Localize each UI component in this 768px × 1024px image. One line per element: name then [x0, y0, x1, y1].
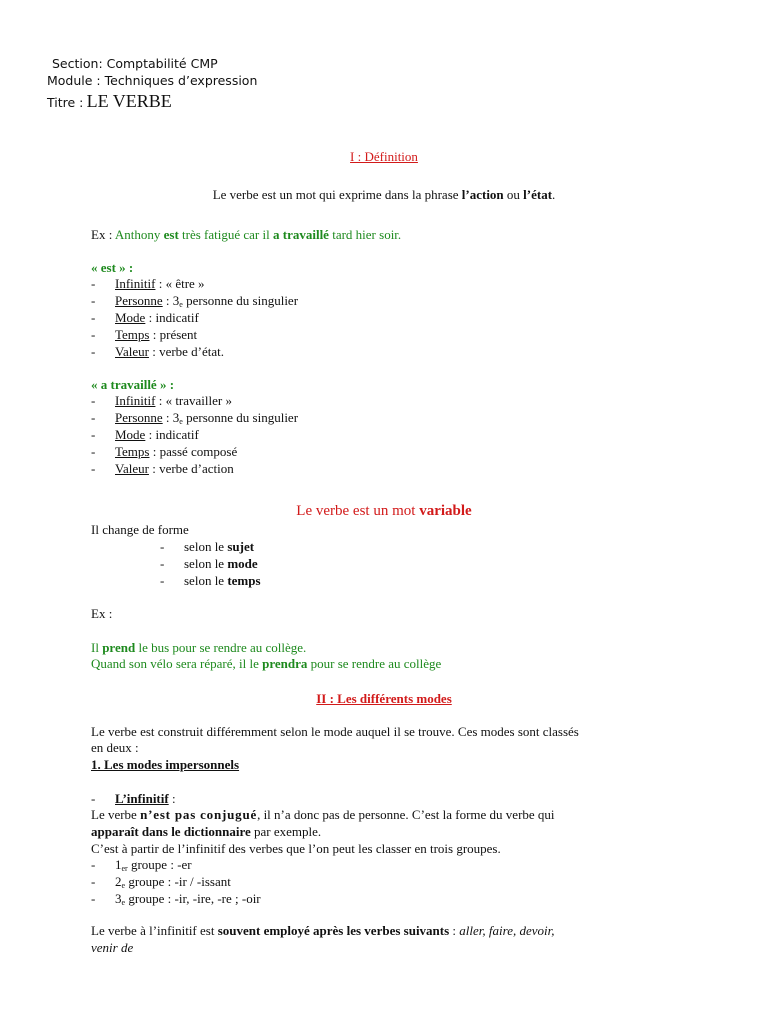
bullet-dash: -	[91, 891, 96, 906]
property-row	[91, 327, 197, 343]
property-separator: :	[149, 327, 160, 342]
group-label: groupe :	[127, 857, 174, 872]
property-row	[91, 344, 224, 360]
bullet-dash: -	[160, 539, 165, 554]
section-heading-modes: II : Les différents modes	[316, 691, 452, 706]
property-row	[91, 293, 298, 309]
group-label: groupe :	[125, 874, 172, 889]
variable-item-bold: sujet	[227, 539, 255, 554]
variable-item-text: selon le	[184, 539, 225, 554]
variable-item-text: selon le	[184, 556, 225, 571]
bullet-dash: -	[91, 874, 96, 889]
bullet-dash: -	[91, 393, 96, 408]
property-value: indicatif	[155, 427, 199, 442]
infinitif-last-line-2: venir de	[91, 940, 134, 955]
property-key: Valeur	[115, 461, 149, 476]
group-number: 3	[115, 891, 122, 906]
group-item	[91, 874, 231, 890]
property-key: Infinitif	[115, 276, 156, 291]
variable-item	[160, 573, 261, 589]
property-key: Personne	[115, 293, 163, 308]
property-separator: :	[155, 393, 166, 408]
property-value: verbe d’action	[159, 461, 234, 476]
bullet-dash: -	[91, 410, 96, 425]
property-value: présent	[159, 327, 198, 342]
variable-heading: Le verbe est un mot variable	[296, 503, 472, 519]
group-number: 1	[115, 857, 122, 872]
infinitif-last-line: Le verbe à l’infinitif est souvent employé après les verbes suivants : aller, faire, devoir,	[91, 923, 555, 938]
group-suffix: e	[121, 881, 126, 890]
property-key: Temps	[115, 444, 150, 459]
example-sentence: Ex : Anthony est très fatigué car il a travaillé tard hier soir.	[91, 227, 402, 242]
property-row	[91, 310, 199, 326]
property-separator: :	[155, 276, 166, 291]
property-separator: :	[149, 444, 160, 459]
definition-sentence: Le verbe est un mot qui exprime dans la phrase l’action ou l’état.	[212, 187, 556, 202]
property-key: Valeur	[115, 344, 149, 359]
property-separator: :	[145, 310, 156, 325]
bullet-dash: -	[91, 427, 96, 442]
property-separator: :	[148, 461, 160, 476]
ordinal-suffix: e	[179, 300, 183, 309]
modes-intro-2: en deux :	[91, 740, 139, 755]
title-label: Titre :	[47, 95, 84, 110]
modes-subheading: 1. Les modes impersonnels	[91, 757, 240, 772]
property-value: indicatif	[155, 310, 199, 325]
bullet-dash: -	[91, 310, 96, 325]
property-value: « être »	[165, 276, 205, 291]
variable-item-bold: mode	[227, 556, 258, 571]
variable-intro: Il change de forme	[91, 522, 189, 537]
variable-item	[160, 539, 254, 555]
section-heading-definition: I : Définition	[350, 149, 418, 164]
property-value: « travailler »	[165, 393, 232, 408]
infinitif-line-3: C’est à partir de l’infinitif des verbes que l’on peut les classer en trois groupes.	[91, 841, 501, 856]
variable-example-2: Quand son vélo sera réparé, il le prendra pour se rendre au collège	[91, 656, 442, 671]
group-suffix: e	[121, 898, 126, 907]
group-suffix: er	[121, 864, 128, 873]
bullet-dash: -	[91, 293, 96, 308]
bullet-dash: -	[91, 444, 96, 459]
property-key: Mode	[115, 310, 146, 325]
property-value: passé composé	[159, 444, 238, 459]
group-endings: -er	[173, 857, 192, 872]
variable-item-bold: temps	[227, 573, 261, 588]
bullet-dash: -	[160, 556, 165, 571]
infinitif-line-2: apparaît dans le dictionnaire par exemple.	[91, 824, 322, 839]
property-row	[91, 410, 298, 426]
variable-ex-label: Ex :	[91, 606, 113, 621]
page-title: LE VERBE	[86, 91, 172, 111]
group-endings: -ir, -ire, -re ; -oir	[171, 891, 261, 906]
group-endings: -ir / -issant	[171, 874, 231, 889]
section-line: Section: Comptabilité CMP	[52, 56, 218, 71]
property-key: Personne	[115, 410, 163, 425]
group-number: 2	[115, 874, 122, 889]
property-separator: :	[145, 427, 156, 442]
property-value: verbe d’état.	[159, 344, 225, 359]
property-separator: :	[162, 410, 173, 425]
title-line	[47, 91, 172, 112]
est-block-title: « est » :	[91, 260, 134, 275]
property-key: Infinitif	[115, 393, 156, 408]
infinitif-line-1: Le verbe n’est pas conjugué, il n’a donc pas de personne. C’est la forme du verbe qui	[91, 807, 555, 822]
variable-item	[160, 556, 258, 572]
property-separator: :	[148, 344, 160, 359]
group-item	[91, 891, 261, 907]
variable-item-text: selon le	[184, 573, 225, 588]
ordinal-number: 3	[172, 293, 180, 308]
bullet-dash: -	[91, 276, 96, 291]
group-label: groupe :	[125, 891, 172, 906]
infinitif-heading: - L’infinitif :	[91, 791, 176, 806]
bullet-dash: -	[160, 573, 165, 588]
property-key: Temps	[115, 327, 150, 342]
ordinal-number: 3	[172, 410, 180, 425]
travaille-block-title: « a travaillé » :	[91, 377, 175, 392]
property-row	[91, 427, 199, 443]
bullet-dash: -	[91, 461, 96, 476]
bullet-dash: -	[91, 857, 96, 872]
property-separator: :	[162, 293, 173, 308]
bullet-dash: -	[91, 344, 96, 359]
variable-example-1: Il prend le bus pour se rendre au collège.	[91, 640, 307, 655]
ordinal-suffix: e	[179, 417, 183, 426]
property-row	[91, 444, 237, 460]
property-value: personne du singulier	[182, 410, 299, 425]
property-row	[91, 276, 205, 292]
group-item	[91, 857, 192, 873]
modes-intro-1: Le verbe est construit différemment selon le mode auquel il se trouve. Ces modes sont classés	[91, 724, 579, 739]
property-row	[91, 461, 234, 477]
property-key: Mode	[115, 427, 146, 442]
module-line: Module : Techniques d’expression	[47, 73, 258, 88]
bullet-dash: -	[91, 327, 96, 342]
property-row	[91, 393, 232, 409]
property-value: personne du singulier	[182, 293, 299, 308]
